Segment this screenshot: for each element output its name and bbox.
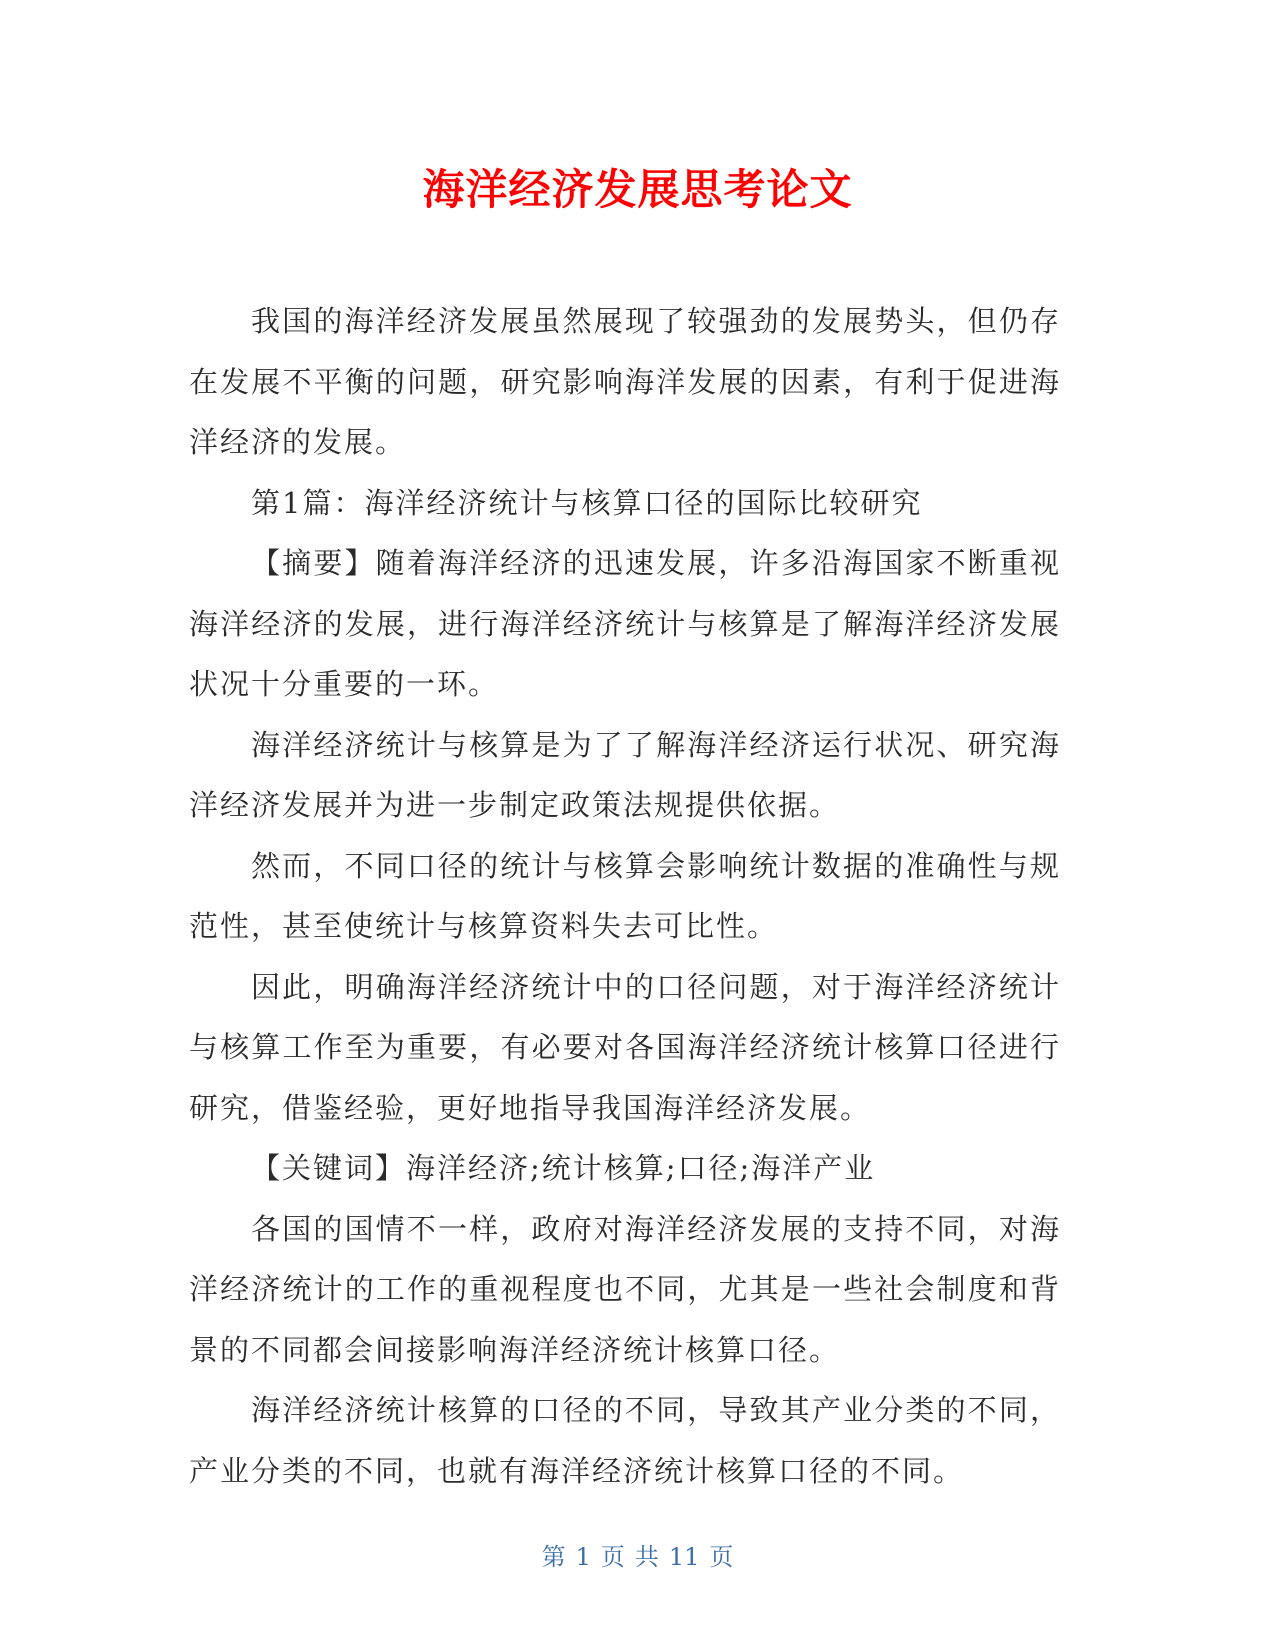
paragraph-section-heading: 第1篇：海洋经济统计与核算口径的国际比较研究 (251, 485, 923, 520)
paragraph-body: 各国的国情不一样，政府对海洋经济发展的支持不同，对海洋经济统计的工作的重视程度也不同，尤其是一些社会制度和背景的不同都会间接影响海洋经济统计核算口径。 (189, 1211, 1061, 1367)
document-title: 海洋经济发展思考论文 (422, 165, 853, 214)
footer-total-word: 共 (634, 1543, 659, 1571)
paragraph-body: 因此，明确海洋经济统计中的口径问题，对于海洋经济统计与核算工作至为重要，有必要对各国海洋经济统计核算口径进行研究，借鉴经验，更好地指导我国海洋经济发展。 (189, 969, 1061, 1125)
paragraph-keywords: 【关键词】海洋经济;统计核算;口径;海洋产业 (251, 1151, 876, 1185)
paragraph-abstract: 【摘要】随着海洋经济的迅速发展，许多沿海国家不断重视海洋经济的发展，进行海洋经济统计与核算是了解海洋经济发展状况十分重要的一环。 (189, 546, 1061, 701)
paragraph-body: 海洋经济统计与核算是为了了解海洋经济运行状况、研究海洋经济发展并为进一步制定政策法规提供依据。 (189, 727, 1061, 822)
footer-total-unit: 页 (709, 1543, 734, 1571)
page-number-footer (0, 1540, 1275, 1574)
paragraph-body: 然而，不同口径的统计与核算会影响统计数据的准确性与规范性，甚至使统计与核算资料失去可比性。 (189, 848, 1061, 943)
document-body (189, 291, 1061, 1501)
paragraph-body: 海洋经济统计核算的口径的不同，导致其产业分类的不同，产业分类的不同，也就有海洋经济统计核算口径的不同。 (189, 1393, 1061, 1488)
footer-total-pages: 11 (668, 1543, 700, 1571)
footer-page-unit: 页 (600, 1543, 625, 1571)
footer-current-page: 1 (575, 1543, 591, 1571)
footer-page-word: 第 (541, 1543, 566, 1571)
paragraph-intro: 我国的海洋经济发展虽然展现了较强劲的发展势头，但仍存在发展不平衡的问题，研究影响海洋发展的因素，有利于促进海洋经济的发展。 (189, 304, 1061, 459)
